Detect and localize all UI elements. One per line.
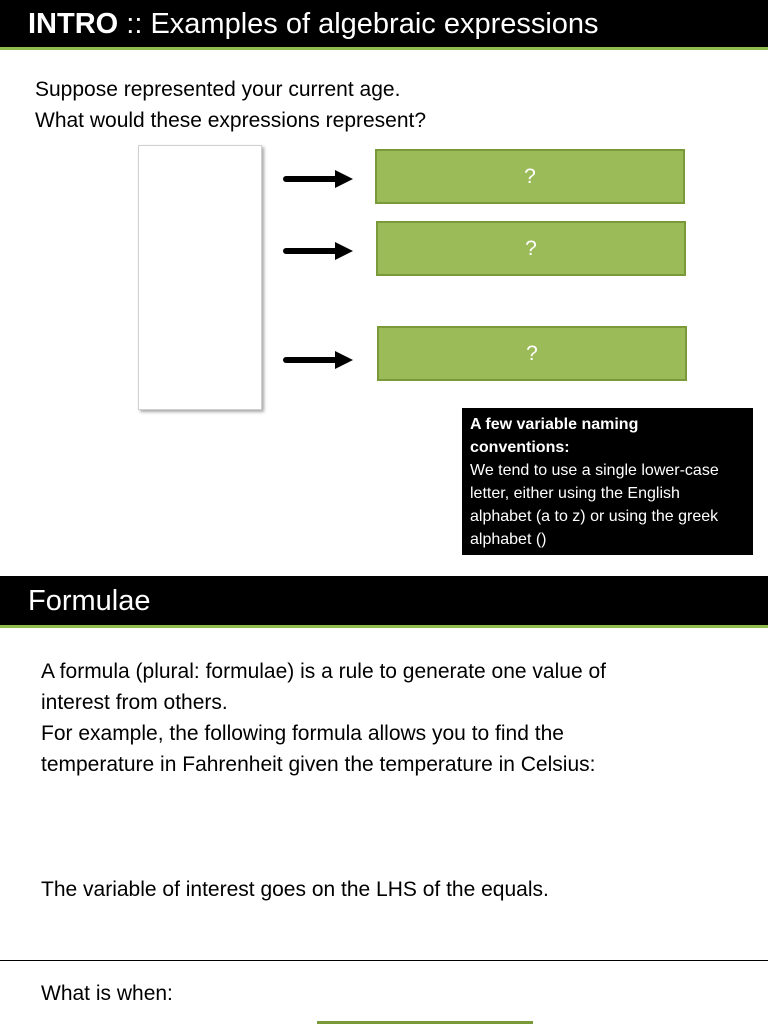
intro-line-2: What would these expressions represent? (35, 109, 427, 132)
note-line-2: letter, either using the English (470, 485, 680, 502)
arrow-right-icon (283, 351, 353, 369)
intro-title-rest: :: Examples of algebraic expressions (118, 8, 599, 40)
answer-box-1[interactable]: ? (375, 149, 685, 204)
formulae-line-5: The variable of interest goes on the LHS of the equals. (41, 878, 549, 901)
intro-line-1: Suppose represented your current age. (35, 78, 401, 101)
question-text: What is when: (41, 982, 173, 1005)
answer-box-2[interactable]: ? (376, 221, 686, 276)
formulae-line-3: For example, the following formula allows you to find the (41, 722, 564, 745)
answer-box-3[interactable]: ? (377, 326, 687, 381)
arrow-right-icon (283, 242, 353, 260)
formulae-line-4: temperature in Fahrenheit given the temperature in Celsius: (41, 753, 596, 776)
expressions-box (138, 145, 262, 410)
section-divider (0, 960, 768, 961)
note-line-3: alphabet (a to z) or using the greek (470, 508, 719, 525)
note-line-1: We tend to use a single lower-case (470, 462, 719, 479)
note-title-line-2: conventions: (470, 439, 570, 456)
formulae-line-2: interest from others. (41, 691, 228, 714)
naming-conventions-note (462, 408, 753, 555)
formulae-line-1: A formula (plural: formulae) is a rule to generate one value of (41, 660, 606, 683)
note-line-4: alphabet () (470, 531, 547, 548)
note-title-line-1: A few variable naming (470, 416, 639, 433)
formulae-banner (0, 576, 768, 628)
intro-title (28, 8, 599, 41)
intro-title-bold: INTRO (28, 8, 119, 40)
formulae-title: Formulae (28, 585, 151, 617)
intro-banner (0, 0, 768, 50)
arrow-right-icon (283, 170, 353, 188)
